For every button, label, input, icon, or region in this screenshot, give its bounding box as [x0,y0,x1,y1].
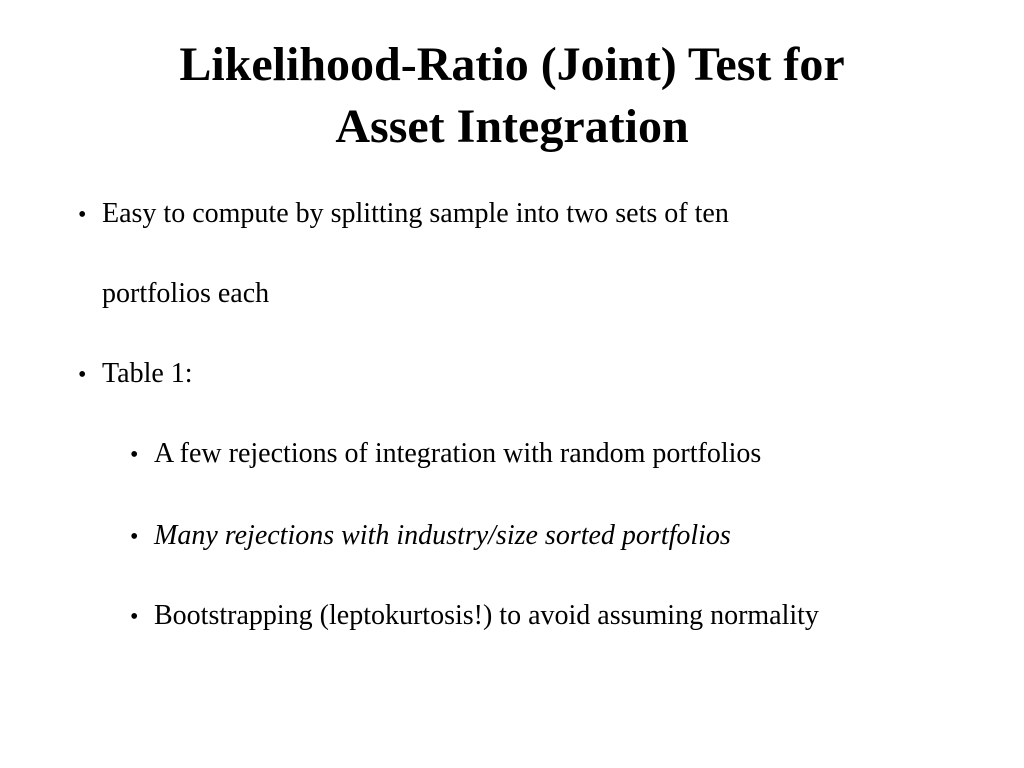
bullet-item-easy-to-compute [78,198,729,231]
sub-bullet-item-bootstrapping [130,600,819,633]
sub-bullet-text: Bootstrapping (leptokurtosis!) to avoid assuming normality [154,600,819,631]
sub-bullet-marker: • [130,604,139,630]
slide-title-line-2: Asset Integration [335,100,689,153]
slide-title-line-1: Likelihood-Ratio (Joint) Test for [179,38,845,91]
sub-bullet-marker: • [130,442,139,468]
sub-bullet-item-many-rejections [130,520,731,553]
sub-bullet-item-few-rejections [130,438,761,471]
bullet-marker: • [78,362,87,388]
sub-bullet-text-italic: Many rejections with industry/size sorted portfolios [154,520,731,551]
bullet-text-continued: portfolios each [102,278,270,309]
bullet-item-table-1 [78,358,193,391]
bullet-text: Table 1: [102,358,193,389]
bullet-marker: • [78,202,87,228]
bullet-item-easy-to-compute-continued [102,278,269,310]
sub-bullet-marker: • [130,524,139,550]
sub-bullet-text: A few rejections of integration with random portfolios [154,438,762,469]
bullet-text: Easy to compute by splitting sample into two sets of ten [102,198,729,229]
